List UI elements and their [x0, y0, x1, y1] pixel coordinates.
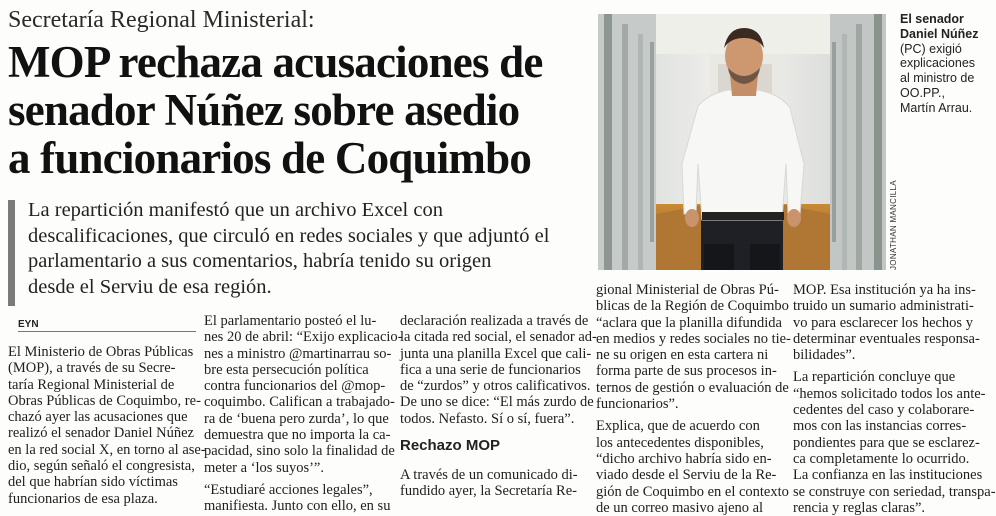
- body-line: “hemos solicitado todos los ante-: [793, 385, 986, 402]
- headline-line: senador Núñez sobre asedio: [8, 85, 520, 135]
- body-line: Explica, que de acuerdo con: [596, 418, 760, 435]
- body-line: en medios y redes sociales no tie-: [596, 330, 791, 347]
- body-line: cedentes del caso y colaborare-: [793, 402, 975, 419]
- body-line: todos. Nefasto. Sí o sí, fuera”.: [400, 410, 575, 427]
- body-column-2: [204, 313, 403, 515]
- body-line: nes 20 de abril: “Exijo explicacio-: [204, 329, 403, 346]
- caption-line: explicaciones: [900, 56, 976, 71]
- caption-line: Martín Arrau.: [900, 100, 973, 115]
- body-line: manifiesta. Junto con ello, en su: [204, 498, 391, 515]
- body-line: fica a una serie de funcionarios: [400, 361, 581, 378]
- caption-line: al ministro de: [900, 71, 975, 86]
- body-line: viado desde el Serviu de la Re-: [596, 467, 777, 484]
- body-line: contra funcionarios del @mop-: [204, 378, 386, 395]
- headline-line: MOP rechaza acusaciones de: [8, 37, 543, 87]
- body-line: de “zurdos” y otros calificativos.: [400, 378, 591, 395]
- senator-photo: [598, 14, 886, 270]
- body-line: Obras Públicas de Coquimbo, re-: [8, 392, 201, 409]
- body-line: taría Regional Ministerial de: [8, 376, 175, 393]
- caption-line: Daniel Núñez: [900, 26, 979, 41]
- body-line: determinar eventuales responsa-: [793, 330, 980, 347]
- body-line: los antecedentes disponibles,: [596, 434, 764, 451]
- body-line: declaración realizada a través de: [400, 313, 589, 329]
- body-line: vo para esclarecer los hechos y: [793, 314, 973, 331]
- body-line: se construye con seriedad, transpa-: [793, 483, 996, 500]
- body-line: “aclara que la planilla difundida: [596, 314, 782, 331]
- body-line: ternos de gestión o evaluación de: [596, 379, 789, 396]
- body-line: funcionarios de esa plaza.: [8, 490, 158, 507]
- body-line: en la red social X, en torno al ase-: [8, 441, 206, 458]
- body-column-5: [793, 282, 996, 516]
- body-line: ne su origen en esta cartera ni: [596, 347, 769, 364]
- article-lead: [8, 198, 586, 310]
- body-line: fundido ayer, la Secretaría Re-: [400, 483, 577, 500]
- article-headline: [8, 38, 588, 182]
- body-line: bre esta persecución política: [204, 361, 369, 378]
- body-line: ca completamente lo ocurrido.: [793, 450, 970, 467]
- body-column-4: [596, 282, 791, 516]
- caption-line: El senador: [900, 12, 964, 26]
- senator-portrait-illustration: [598, 14, 886, 270]
- byline: EYN: [18, 319, 39, 330]
- lead-line: desde el Serviu de esa región.: [28, 275, 272, 298]
- body-line: gional Ministerial de Obras Pú-: [596, 282, 779, 298]
- lead-text: [28, 198, 588, 300]
- body-line: coquimbo. Califican a trabajado-: [204, 394, 395, 411]
- body-line: De uno se dice: “El más zurdo de: [400, 394, 594, 411]
- body-line: nes a ministro @martinarrau so-: [204, 345, 392, 362]
- body-line: A través de un comunicado di-: [400, 467, 578, 484]
- caption-line: OO.PP.,: [900, 85, 945, 100]
- body-line: La repartición concluye que: [793, 369, 956, 386]
- body-line: El Ministerio de Obras Públicas: [8, 344, 194, 360]
- body-line: ra de ‘buena pero zurda’, lo que: [204, 410, 389, 427]
- body-line: mos con las instancias corres-: [793, 418, 967, 435]
- body-line: rencia y reglas claras”.: [793, 499, 926, 516]
- lead-accent-bar: [8, 200, 15, 306]
- lead-line: parlamentario a sus comentarios, habría tenido su origen: [28, 250, 492, 272]
- body-line: meter a ‘los suyos’”.: [204, 459, 324, 476]
- body-column-3: [400, 313, 597, 500]
- lead-line: La repartición manifestó que un archivo Excel con: [28, 199, 443, 221]
- body-line: la citada red social, el senador ad-: [400, 329, 597, 346]
- body-line: MOP. Esa institución ya ha ins-: [793, 282, 976, 298]
- body-line: “Estudiaré acciones legales”,: [204, 481, 373, 498]
- body-line: dio, según señaló el congresista,: [8, 458, 195, 475]
- body-line: junta una planilla Excel que cali-: [400, 345, 592, 362]
- body-line: funcionarios”.: [596, 396, 679, 413]
- body-line: gión de Coquimbo en el contexto: [596, 483, 789, 500]
- body-line: chazó ayer las acusaciones que: [8, 409, 188, 426]
- body-line: truido un sumario administrati-: [793, 298, 974, 315]
- body-line: La confianza en las instituciones: [793, 467, 983, 484]
- body-line: realizó el senador Daniel Núñez: [8, 425, 194, 442]
- body-line: del que habrían sido víctimas: [8, 474, 178, 491]
- body-line: bilidades”.: [793, 347, 856, 364]
- body-line: (MOP), a través de su Secre-: [8, 360, 176, 377]
- body-line: “dicho archivo habría sido en-: [596, 450, 772, 467]
- body-line: pacidad, sino solo la finalidad de: [204, 443, 395, 460]
- body-line: forma parte de sus procesos in-: [596, 363, 777, 380]
- body-column-1: [8, 344, 206, 507]
- photo-caption: [900, 12, 986, 116]
- body-line: pondientes para que se esclarez-: [793, 434, 980, 451]
- body-line: demuestra que no importa la ca-: [204, 427, 391, 444]
- section-subhead: Rechazo MOP: [400, 437, 501, 455]
- byline-divider: [18, 331, 196, 332]
- article-kicker: Secretaría Regional Ministerial:: [8, 7, 315, 33]
- photo-credit: JONATHAN MANCILLA: [889, 180, 898, 270]
- lead-line: descalificaciones, que circuló en redes sociales y que adjuntó el: [28, 224, 550, 247]
- headline-line: a funcionarios de Coquimbo: [8, 133, 532, 183]
- caption-line: (PC) exigió: [900, 41, 962, 56]
- body-line: de un correo masivo ajeno al: [596, 499, 764, 516]
- body-line: blicas de la Región de Coquimbo: [596, 298, 789, 315]
- body-line: El parlamentario posteó el lu-: [204, 313, 377, 329]
